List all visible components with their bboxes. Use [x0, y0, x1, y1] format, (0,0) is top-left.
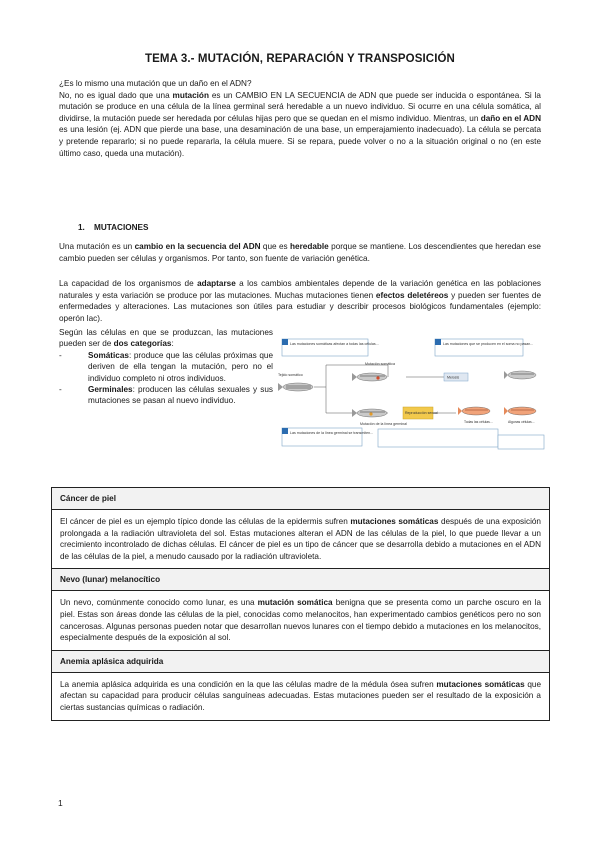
fish-wild — [278, 383, 313, 391]
mutation-diagram — [278, 335, 546, 457]
mutation-diagram-svg — [278, 335, 546, 457]
list-item-germinal: - Germinales: producen las células sexuales y sus mutaciones se pasan al nuevo individuo. — [59, 385, 273, 406]
table-row: Un nevo, comúnmente conocido como lunar, es una mutación somática benigna que se presenta como un parche oscuro en la piel. Estas son áreas donde las células de la piel, conocidas como melanocitos, han experimentado cambios genéticos pero no son cancerosas. Algunas personas pueden notar que desarrollan nuevos lunares con el tiempo debido a mutaciones en los melanocitos, especialmente después de la exposición al sol. — [52, 591, 549, 650]
definition-paragraph: Una mutación es un cambio en la secuencia del ADN que es heredable porque se mantiene. Los descendientes que heredan ese cambio pueden ser células y organismos. Por tanto, son fuente de variación genética. — [59, 242, 541, 263]
examples-table — [51, 487, 550, 721]
fish-somatic — [352, 373, 387, 381]
fish-offspring-1 — [504, 371, 536, 379]
label-desc-1: Todas las células... — [464, 420, 493, 424]
categories-intro: Según las células en que se produzcan, las mutaciones pueden ser de dos categorías: — [59, 328, 273, 349]
label-meiosis: Meiosis — [447, 375, 460, 380]
section-heading: 1. MUTACIONES — [78, 223, 149, 232]
categories-block — [59, 327, 273, 407]
note-3: Las mutaciones que se producen en el soma no pasan... — [443, 342, 534, 346]
note-number — [282, 428, 288, 434]
label-wild: Tejido somático — [278, 373, 303, 377]
note-1: Las mutaciones somáticas afectan a todas las células... — [290, 342, 379, 346]
note-box — [378, 429, 498, 447]
note-box — [498, 435, 544, 449]
table-row: El cáncer de piel es un ejemplo típico donde las células de la epidermis sufren mutaciones somáticas después de una exposición prolongada a la radiación ultravioleta del sol. Estas mutaciones alteran el ADN de las células de la piel, lo que puede llevar a un crecimiento incontrolado de dichas células. El cáncer de piel es un tipo de cáncer que se desarrolla debido a mutaciones en el ADN de las células de la piel, a menudo causado por la radiación ultravioleta. — [52, 510, 549, 569]
fish-germline — [352, 409, 387, 417]
table-heading-row: Anemia aplásica adquirida — [52, 651, 549, 673]
fish-offspring-3 — [504, 407, 536, 415]
label-somatic: Mutación somática — [365, 362, 395, 366]
note-2: Las mutaciones de la línea germinal se transmiten... — [290, 431, 374, 435]
table-row: La anemia aplásica adquirida es una condición en la que las células madre de la médula ósea sufren mutaciones somáticas que afectan su capacidad para producir células sanguíneas adecuadas. Estas mutaciones pueden ser el resultado de la exposición a ciertas sustancias químicas o radiación. — [60, 679, 542, 712]
page-title: TEMA 3.- MUTACIÓN, REPARACIÓN Y TRANSPOSICIÓN — [145, 53, 455, 65]
fish-offspring-2 — [458, 407, 490, 415]
adaptation-paragraph: La capacidad de los organismos de adaptarse a los cambios ambientales depende de la variación genética en las poblaciones naturales y esta variación se produce por las mutaciones. Muchas mutaciones tienen efectos deletéreos y pueden ser fuentes de enfermedades y alteraciones. Las mutaciones son útiles para estudiar y describir procesos biológicos fundamentales (ejemplo: operón lac). — [59, 279, 542, 323]
table-heading-row: Nevo (lunar) melanocítico — [52, 569, 549, 591]
label-reproduction: Reproducción sexual — [405, 411, 438, 415]
intro-paragraph: ¿Es lo mismo una mutación que un daño en el ADN? No, no es igual dado que una mutación es un CAMBIO EN LA SECUENCIA de ADN que puede ser inducida o espontánea. Si la mutación se produce en una célula de la línea germinal será heredable a un nuevo individuo. Si ocurre en una célula somática, al dividirse, la mutación puede ser heredada por células hijas pero que se quedan en el mismo individuo. Mientras, un daño en el ADN es una lesión (ej. ADN que pierde una base, una desaminación de una base, un emperajamiento inadecuado). La célula se percata y pretende repararlo; si no puede repararla, la célula muere. Si se repara, puede volver o no a la situación original o no (en este último caso, queda una mutación). — [59, 79, 541, 158]
label-desc-2: Algunas células... — [508, 420, 535, 424]
list-item-somatic: - Somáticas: produce que las células próximas que deriven de ella tengan la mutación, pero no el individuo completo ni otros individuos. — [59, 350, 273, 383]
table-heading-row: Cáncer de piel — [52, 488, 549, 510]
connector-line — [326, 387, 388, 413]
page-number: 1 — [58, 798, 63, 808]
label-germline: Mutación de la línea germinal — [360, 422, 407, 426]
note-number — [435, 339, 441, 345]
intro-question: ¿Es lo mismo una mutación que un daño en el ADN? — [59, 79, 252, 88]
note-number — [282, 339, 288, 345]
categories-list — [59, 350, 273, 407]
